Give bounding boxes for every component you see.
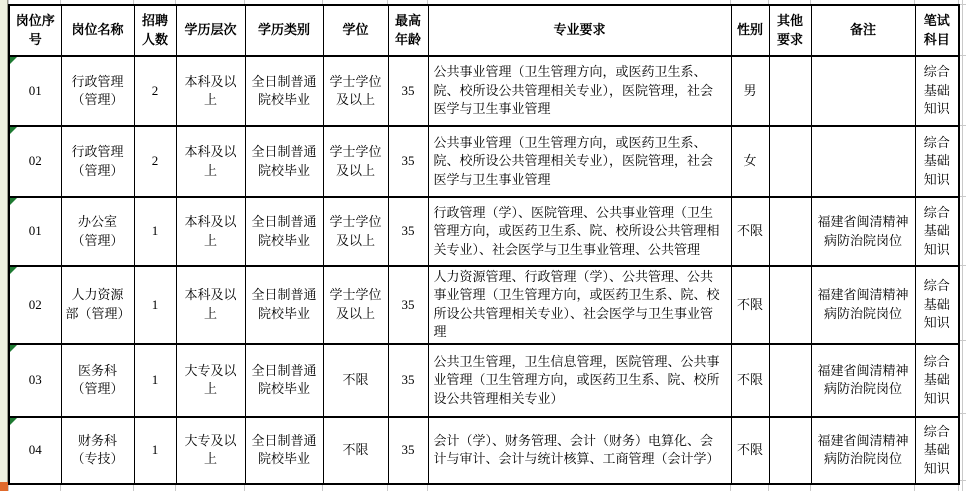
cell-name[interactable]: 行政管理（管理） — [61, 56, 134, 126]
col-header-exam[interactable]: 笔试科目 — [915, 5, 959, 56]
cell-gender[interactable]: 不限 — [731, 197, 769, 266]
cell-edu_type[interactable]: 全日制普通院校毕业 — [245, 197, 323, 266]
table-row — [9, 344, 959, 417]
cell-count[interactable]: 2 — [134, 126, 176, 197]
cell-exam[interactable]: 综合基础知识 — [915, 197, 959, 266]
table-header — [9, 5, 959, 56]
cell-edu_type[interactable]: 全日制普通院校毕业 — [245, 266, 323, 344]
cell-degree[interactable]: 学士学位及以上 — [323, 126, 388, 197]
header-row — [9, 5, 959, 56]
col-header-gender[interactable]: 性别 — [731, 5, 769, 56]
cell-edu_type[interactable]: 全日制普通院校毕业 — [245, 56, 323, 126]
gridline — [962, 0, 963, 491]
col-header-seq[interactable]: 岗位序号 — [9, 5, 61, 56]
cell-name[interactable]: 办公室（管理） — [61, 197, 134, 266]
cell-other[interactable] — [769, 56, 811, 126]
green-triangle-icon — [10, 418, 17, 425]
cell-max_age[interactable]: 35 — [388, 417, 428, 484]
cell-seq[interactable] — [9, 266, 61, 344]
table-body — [9, 56, 959, 484]
cell-gender[interactable]: 不限 — [731, 344, 769, 417]
table-row — [9, 417, 959, 484]
cell-degree[interactable]: 不限 — [323, 417, 388, 484]
cell-seq[interactable] — [9, 56, 61, 126]
cell-major[interactable]: 公共事业管理（卫生管理方向，或医药卫生系、院、校所设公共管理相关专业），医院管理，社会医学与卫生事业管理 — [428, 56, 731, 126]
cell-edu_type[interactable]: 全日制普通院校毕业 — [245, 344, 323, 417]
cell-name[interactable]: 人力资源部（管理） — [61, 266, 134, 344]
green-triangle-icon — [10, 345, 17, 352]
cell-gender[interactable]: 不限 — [731, 266, 769, 344]
cell-degree[interactable]: 不限 — [323, 344, 388, 417]
col-header-edu_type[interactable]: 学历类别 — [245, 5, 323, 56]
cell-major[interactable]: 人力资源管理、行政管理（学）、公共管理、公共事业管理（卫生管理方向，或医药卫生系、院、校所设公共管理相关专业）、社会医学与卫生事业管理 — [428, 266, 731, 344]
cell-other[interactable] — [769, 126, 811, 197]
cell-seq-value: 04 — [28, 442, 42, 458]
cell-seq-value: 02 — [28, 153, 42, 169]
table-row — [9, 266, 959, 344]
cell-major[interactable]: 公共事业管理（卫生管理方向，或医药卫生系、院、校所设公共管理相关专业），医院管理，社会医学与卫生事业管理 — [428, 126, 731, 197]
col-header-remark[interactable]: 备注 — [811, 5, 915, 56]
cell-other[interactable] — [769, 197, 811, 266]
col-header-max_age[interactable]: 最高年龄 — [388, 5, 428, 56]
cell-edu_level[interactable]: 大专及以上 — [176, 344, 245, 417]
recruitment-table — [8, 4, 960, 485]
table-row — [9, 126, 959, 197]
cell-seq[interactable] — [9, 417, 61, 484]
cell-max_age[interactable]: 35 — [388, 126, 428, 197]
cell-seq[interactable] — [9, 126, 61, 197]
cell-seq-value: 01 — [28, 82, 42, 98]
cell-remark[interactable]: 福建省闽清精神病防治院岗位 — [811, 197, 915, 266]
cell-edu_level[interactable]: 本科及以上 — [176, 266, 245, 344]
table-row — [9, 56, 959, 126]
col-header-name[interactable]: 岗位名称 — [61, 5, 134, 56]
col-header-degree[interactable]: 学位 — [323, 5, 388, 56]
cell-max_age[interactable]: 35 — [388, 56, 428, 126]
green-triangle-icon — [10, 198, 17, 205]
cell-gender[interactable]: 男 — [731, 56, 769, 126]
cell-degree[interactable]: 学士学位及以上 — [323, 197, 388, 266]
cell-max_age[interactable]: 35 — [388, 266, 428, 344]
cell-count[interactable]: 2 — [134, 56, 176, 126]
cell-seq[interactable] — [9, 197, 61, 266]
green-triangle-icon — [10, 267, 17, 274]
cell-max_age[interactable]: 35 — [388, 344, 428, 417]
cell-seq-value: 01 — [28, 223, 42, 239]
cell-count[interactable]: 1 — [134, 197, 176, 266]
cell-exam[interactable]: 综合基础知识 — [915, 344, 959, 417]
cell-name[interactable]: 行政管理（管理） — [61, 126, 134, 197]
cell-gender[interactable]: 女 — [731, 126, 769, 197]
cell-remark[interactable]: 福建省闽清精神病防治院岗位 — [811, 266, 915, 344]
cell-edu_level[interactable]: 大专及以上 — [176, 417, 245, 484]
cell-degree[interactable]: 学士学位及以上 — [323, 266, 388, 344]
cell-edu_level[interactable]: 本科及以上 — [176, 126, 245, 197]
left-margin-strip — [0, 0, 8, 491]
cell-exam[interactable]: 综合基础知识 — [915, 56, 959, 126]
col-header-edu_level[interactable]: 学历层次 — [176, 5, 245, 56]
cell-major[interactable]: 行政管理（学）、医院管理、公共事业管理（卫生管理方向，或医药卫生系、院、校所设公共管理相关专业）、社会医学与卫生事业管理、公共管理 — [428, 197, 731, 266]
cell-degree[interactable]: 学士学位及以上 — [323, 56, 388, 126]
cell-seq-value: 02 — [28, 296, 42, 312]
cell-other[interactable] — [769, 417, 811, 484]
cell-edu_type[interactable]: 全日制普通院校毕业 — [245, 126, 323, 197]
table-row — [9, 197, 959, 266]
cell-count[interactable]: 1 — [134, 344, 176, 417]
cell-edu_level[interactable]: 本科及以上 — [176, 197, 245, 266]
cell-major[interactable]: 公共卫生管理，卫生信息管理，医院管理、公共事业管理（卫生管理方向，或医药卫生系、院、校所设公共管理相关专业） — [428, 344, 731, 417]
orange-marker — [0, 482, 8, 491]
cell-name[interactable]: 财务科（专技） — [61, 417, 134, 484]
cell-gender[interactable]: 不限 — [731, 417, 769, 484]
cell-count[interactable]: 1 — [134, 266, 176, 344]
cell-count[interactable]: 1 — [134, 417, 176, 484]
col-header-count[interactable]: 招聘人数 — [134, 5, 176, 56]
cell-remark[interactable] — [811, 56, 915, 126]
cell-other[interactable] — [769, 344, 811, 417]
cell-exam[interactable]: 综合基础知识 — [915, 417, 959, 484]
cell-name[interactable]: 医务科（管理） — [61, 344, 134, 417]
cell-major[interactable]: 会计（学）、财务管理、会计（财务）电算化、会计与审计、会计与统计核算、工商管理（会计学） — [428, 417, 731, 484]
cell-exam[interactable]: 综合基础知识 — [915, 126, 959, 197]
cell-edu_level[interactable]: 本科及以上 — [176, 56, 245, 126]
cell-remark[interactable]: 福建省闽清精神病防治院岗位 — [811, 417, 915, 484]
green-triangle-icon — [10, 127, 17, 134]
green-triangle-icon — [10, 57, 17, 64]
col-header-major[interactable]: 专业要求 — [428, 5, 731, 56]
cell-remark[interactable]: 福建省闽清精神病防治院岗位 — [811, 344, 915, 417]
cell-remark[interactable] — [811, 126, 915, 197]
cell-exam[interactable]: 综合基础知识 — [915, 266, 959, 344]
cell-other[interactable] — [769, 266, 811, 344]
col-header-other[interactable]: 其他要求 — [769, 5, 811, 56]
cell-seq[interactable] — [9, 344, 61, 417]
cell-max_age[interactable]: 35 — [388, 197, 428, 266]
cell-seq-value: 03 — [28, 372, 42, 388]
cell-edu_type[interactable]: 全日制普通院校毕业 — [245, 417, 323, 484]
